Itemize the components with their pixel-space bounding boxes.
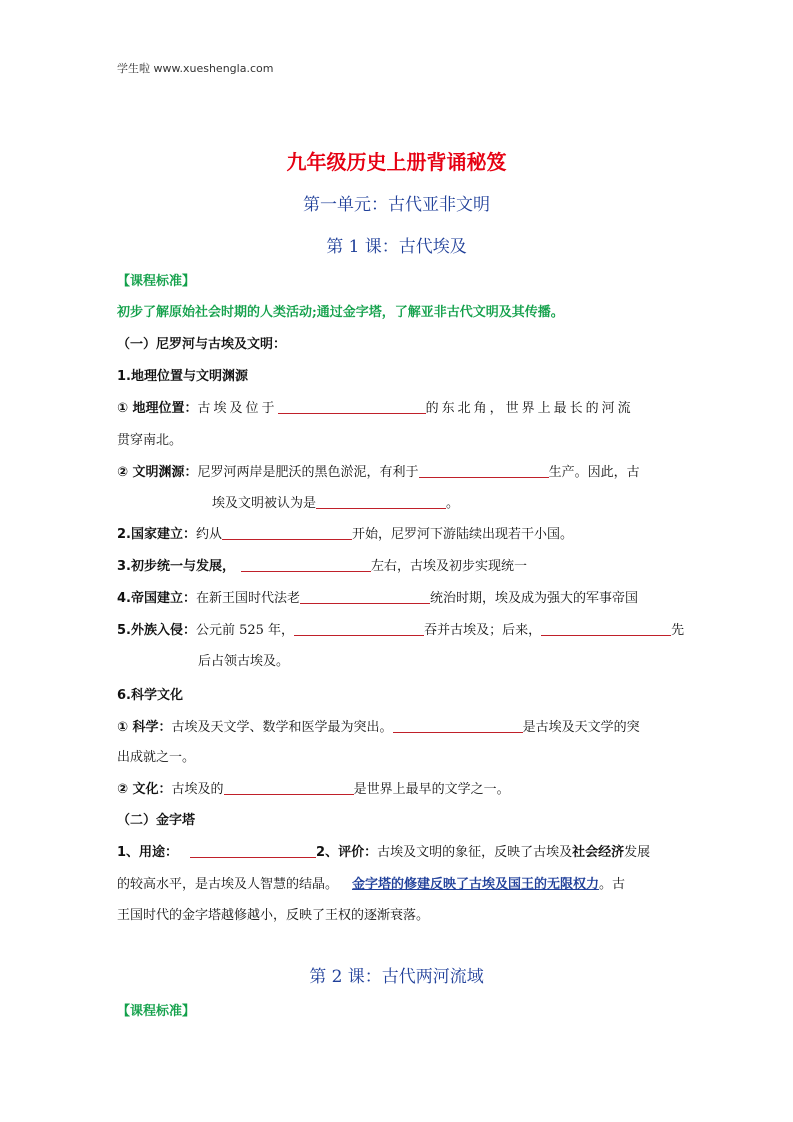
geo-line-1 bbox=[117, 397, 634, 416]
blank-civ-origin[interactable] bbox=[316, 495, 446, 509]
pyramid-line-1 bbox=[117, 841, 650, 860]
geo-label: ① 地理位置： bbox=[117, 401, 198, 416]
unification-label: 3.初步统一与发展， bbox=[117, 559, 235, 574]
state-founding-a: 约从 bbox=[195, 527, 222, 542]
eval-bold: 社会经济 bbox=[572, 845, 625, 860]
science-text-a: 古埃及天文学、数学和医学最为突出。 bbox=[171, 720, 393, 735]
unit-title: 第一单元：古代亚非文明 bbox=[303, 195, 490, 215]
blank-geo-location[interactable] bbox=[278, 400, 426, 414]
science-text-b: 是古埃及天文学的突 bbox=[522, 720, 640, 735]
eval-text-e: 王国时代的金字塔越修越小，反映了王权的逐渐衰落。 bbox=[117, 908, 430, 923]
culture-text-b: 是世界上最早的文学之一。 bbox=[353, 782, 510, 797]
state-founding-b: 开始，尼罗河下游陆续出现若干小国。 bbox=[352, 527, 574, 542]
blank-science[interactable] bbox=[393, 719, 523, 733]
civ-label: ② 文明渊源： bbox=[117, 465, 198, 480]
civ-line-1 bbox=[117, 461, 640, 480]
eval-text-c: 的较高水平，是古埃及人智慧的结晶。 bbox=[117, 877, 339, 892]
state-founding-label: 2.国家建立： bbox=[117, 527, 196, 542]
empire-line bbox=[117, 587, 638, 606]
civ-line-2 bbox=[212, 492, 459, 511]
lesson1-title: 第 1 课：古代埃及 bbox=[326, 237, 467, 257]
eval-text-b: 发展 bbox=[624, 845, 651, 860]
eval-label: 2、评价： bbox=[316, 845, 378, 860]
invasion-text-a: 公元前 525 年， bbox=[195, 623, 295, 638]
civ-text-d: 。 bbox=[446, 496, 460, 511]
site-header: 学生啦 www.xueshengla.com bbox=[117, 62, 274, 75]
blank-pyramid-use[interactable] bbox=[190, 844, 316, 858]
lesson2-title: 第 2 课：古代两河流域 bbox=[309, 967, 484, 987]
unification-line bbox=[117, 555, 527, 574]
culture-line bbox=[117, 778, 510, 797]
science-label: ① 科学： bbox=[117, 720, 172, 735]
blank-pharaoh[interactable] bbox=[300, 590, 430, 604]
geo-text-a: 古埃及位于 bbox=[197, 401, 278, 416]
empire-label: 4.帝国建立： bbox=[117, 591, 196, 606]
course-standard-label: 【课程标准】 bbox=[117, 274, 196, 289]
lesson2-standard-label: 【课程标准】 bbox=[117, 1004, 196, 1019]
empire-text-b: 统治时期，埃及成为强大的军事帝国 bbox=[430, 591, 639, 606]
section2-heading: （二）金字塔 bbox=[117, 813, 196, 828]
heading-geo-origin: 1.地理位置与文明渊源 bbox=[117, 369, 248, 384]
culture-label: ② 文化： bbox=[117, 782, 172, 797]
invasion-text-d: 后占领古埃及。 bbox=[198, 654, 290, 669]
blank-unification[interactable] bbox=[241, 558, 371, 572]
state-founding-line bbox=[117, 523, 573, 542]
invasion-line-1 bbox=[117, 619, 684, 638]
pyramid-line-2 bbox=[117, 873, 625, 892]
geo-text-c: 贯穿南北。 bbox=[117, 433, 183, 448]
blank-invader-2[interactable] bbox=[541, 622, 671, 636]
civ-text-c: 埃及文明被认为是 bbox=[212, 496, 317, 511]
unification-text: 左右，古埃及初步实现统一 bbox=[370, 559, 527, 574]
culture-text-a: 古埃及的 bbox=[171, 782, 224, 797]
geo-text-b: 的东北角，世界上最长的河流 bbox=[425, 401, 634, 416]
section1-heading: （一）尼罗河与古埃及文明： bbox=[117, 337, 287, 352]
eval-text-a: 古埃及文明的象征，反映了古埃及 bbox=[377, 845, 573, 860]
eval-text-d: 。古 bbox=[599, 877, 626, 892]
invasion-text-c: 先 bbox=[671, 623, 685, 638]
science-line-1 bbox=[117, 716, 640, 735]
civ-text-a: 尼罗河两岸是肥沃的黑色淤泥，有利于 bbox=[197, 465, 419, 480]
blank-civ-production[interactable] bbox=[419, 464, 549, 478]
eval-emphasis: 金字塔的修建反映了古埃及国王的无限权力 bbox=[352, 877, 600, 892]
heading-science-culture: 6.科学文化 bbox=[117, 688, 183, 703]
science-text-c: 出成就之一。 bbox=[117, 750, 196, 765]
invasion-text-b: 吞并古埃及；后来， bbox=[424, 623, 542, 638]
course-standard-text: 初步了解原始社会时期的人类活动;通过金字塔，了解亚非古代文明及其传播。 bbox=[117, 305, 564, 320]
page-title: 九年级历史上册背诵秘笈 bbox=[286, 150, 507, 174]
empire-text-a: 在新王国时代法老 bbox=[195, 591, 300, 606]
blank-state-founding[interactable] bbox=[222, 526, 352, 540]
blank-invader-1[interactable] bbox=[294, 622, 424, 636]
invasion-label: 5.外族入侵： bbox=[117, 623, 196, 638]
use-label: 1、用途： bbox=[117, 845, 179, 860]
civ-text-b: 生产。因此，古 bbox=[548, 465, 640, 480]
blank-literature[interactable] bbox=[224, 781, 354, 795]
